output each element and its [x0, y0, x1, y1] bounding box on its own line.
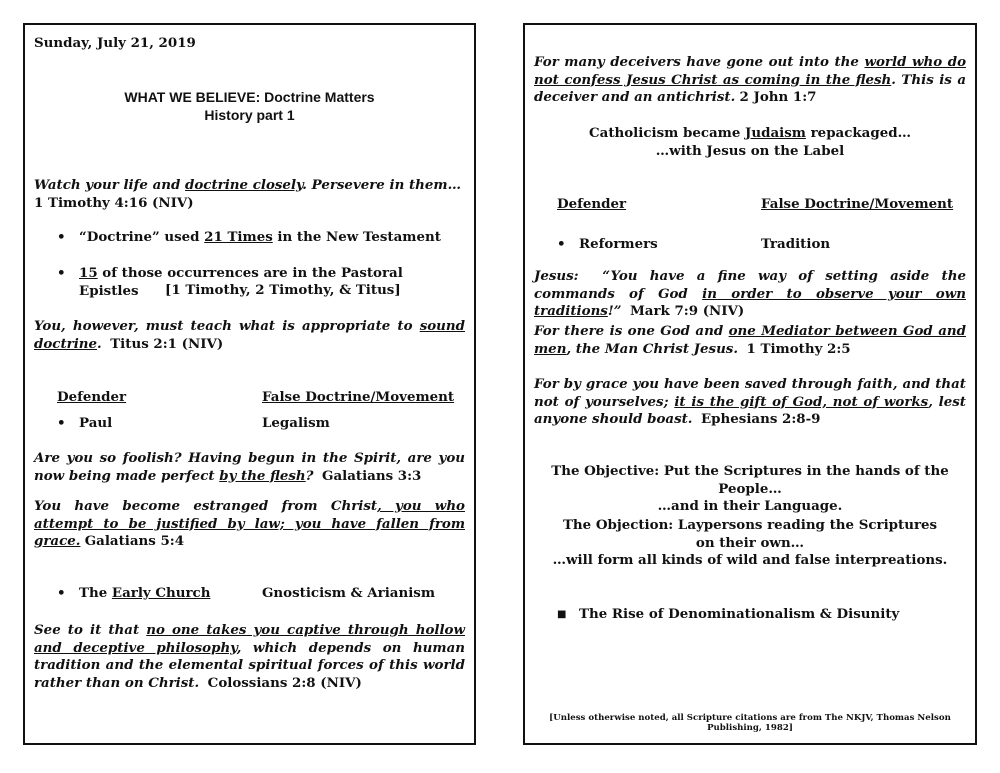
row-defender-reformers: Reformers: [579, 236, 658, 252]
verse-ephesians-2-8: For by grace you have been saved through faith, and that not of yourselves; it is the gift of God, not of works, lest anyone should boast. Ephesians 2:8-9: [534, 376, 966, 427]
bullet-dot-icon: •: [557, 236, 566, 252]
square-bullet-icon: ■: [557, 609, 567, 620]
bullet-dot-icon: •: [57, 229, 66, 245]
pastoral-epistles-list: [1 Timothy, 2 Timothy, & Titus]: [165, 282, 401, 298]
service-date: Sunday, July 21, 2019: [34, 35, 196, 51]
title-line-1: WHAT WE BELIEVE: Doctrine Matters: [124, 89, 375, 105]
objective-statement: The Objective: Put the Scriptures in the hands of the People… …and in their Language.: [551, 463, 949, 514]
verse-titus-2-1: You, however, must teach what is appropriate to sound doctrine. Titus 2:1 (NIV): [34, 318, 465, 352]
title-line-2: History part 1: [204, 107, 295, 123]
bullet-dot-icon: •: [57, 415, 66, 431]
verse-1-timothy-2-5: For there is one God and one Mediator between God and men, the Man Christ Jesus. 1 Timothy 2:5: [534, 323, 966, 357]
denominationalism-bullet: The Rise of Denominationalism & Disunity: [579, 606, 900, 622]
bullet-dot-icon: •: [57, 265, 66, 281]
objection-statement: The Objection: Laypersons reading the Scriptures on their own… …will form all kinds of wild and false interpreations.: [552, 517, 948, 568]
right-page: [523, 23, 977, 745]
row-defender-early-church: The Early Church: [79, 585, 211, 601]
header-defender: Defender: [57, 389, 127, 405]
row-defender-paul: Paul: [79, 415, 113, 431]
bullet-pastoral-epistles: 15 of those occurrences are in the Pastoral Epistles: [79, 265, 403, 299]
verse-2-john-1-7: For many deceivers have gone out into the world who do not confess Jesus Christ as coming in the flesh. This is a deceiver and an antichrist. 2 John 1:7: [534, 54, 966, 105]
left-page: [23, 23, 476, 745]
row-movement-gnosticism: Gnosticism & Arianism: [262, 585, 436, 601]
scripture-footnote: [Unless otherwise noted, all Scripture citations are from The NKJV, Thomas Nelson Publishing, 1982]: [549, 713, 951, 733]
verse-galatians-3-3: Are you so foolish? Having begun in the Spirit, are you now being made perfect by the flesh? Galatians 3:3: [34, 450, 465, 484]
bullet-dot-icon: •: [57, 585, 66, 601]
header-false-doctrine: False Doctrine/Movement: [262, 389, 455, 405]
page-title: [34, 88, 465, 124]
header-false-doctrine: False Doctrine/Movement: [761, 196, 954, 212]
catholicism-heading: Catholicism became Judaism repackaged… …with Jesus on the Label: [589, 125, 911, 159]
bullet-doctrine-count: “Doctrine” used 21 Times in the New Testament: [79, 229, 441, 245]
verse-galatians-5-4: You have become estranged from Christ, you who attempt to be justified by law; you have fallen from grace. Galatians 5:4: [34, 498, 465, 549]
verse-1-timothy-4-16: Watch your life and doctrine closely. Persevere in them… 1 Timothy 4:16 (NIV): [34, 177, 461, 211]
row-movement-legalism: Legalism: [262, 415, 330, 431]
header-defender: Defender: [557, 196, 627, 212]
verse-mark-7-9: Jesus: “You have a fine way of setting aside the commands of God in order to observe your own traditions!” Mark 7:9 (NIV): [534, 268, 967, 319]
row-movement-tradition: Tradition: [761, 236, 831, 252]
verse-colossians-2-8: See to it that no one takes you captive through hollow and deceptive philosophy, which depends on human tradition and the elemental spiritual forces of this world rather than on Christ. Colossians 2:8 (NIV): [34, 622, 466, 691]
